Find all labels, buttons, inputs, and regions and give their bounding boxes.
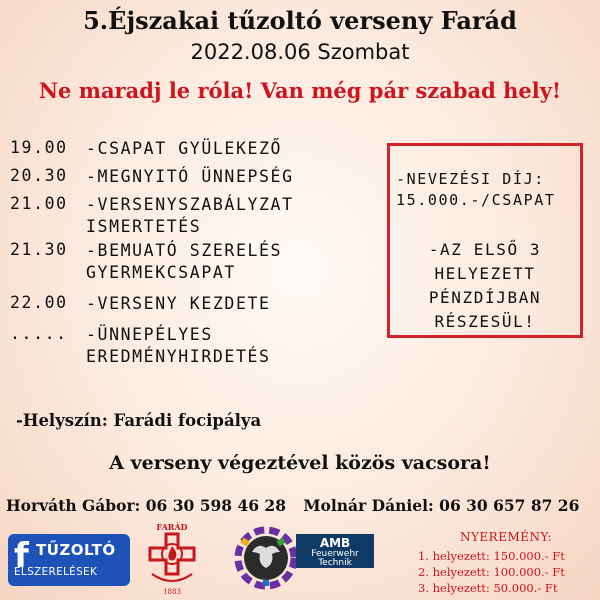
prize-heading: NYEREMÉNY:: [459, 530, 552, 544]
schedule-desc: -CSAPAT GYÜLEKEZŐ: [86, 139, 283, 158]
schedule-desc: -MEGNYITÓ ÜNNEPSÉG: [86, 167, 294, 186]
amb-line2: Technik: [318, 558, 352, 568]
schedule-row: [10, 138, 282, 160]
facebook-icon: f: [14, 536, 29, 576]
crest-year: 1883: [163, 588, 181, 596]
schedule-row: [10, 293, 271, 315]
crest-top-text: FARÁD: [156, 522, 188, 532]
location: -Helyszín: Farádi focipálya: [16, 411, 262, 430]
prize-item: 2. helyezett: 100.000.- Ft: [418, 565, 565, 579]
schedule-desc: -VERSENY KEZDETE: [86, 294, 271, 313]
contact-molnar: Molnár Dániel: 06 30 657 87 26: [303, 496, 580, 515]
contacts: [6, 496, 579, 515]
schedule-time: 21.00: [10, 194, 68, 213]
contact-horvath: Horváth Gábor: 06 30 598 46 28: [6, 496, 286, 515]
schedule-time: 21.30: [10, 240, 68, 259]
schedule-desc: -VERSENYSZABÁLYZAT ISMERTETÉS: [86, 195, 294, 236]
schedule-row: [10, 240, 282, 284]
amb-badge: [296, 534, 374, 568]
prize-item: 3. helyezett: 50.000.- Ft: [418, 581, 558, 595]
schedule-row: [10, 324, 271, 368]
amb-line1: Feuerwehr: [311, 549, 359, 559]
gear-bull-icon: [234, 526, 298, 590]
schedule-desc: -ÜNNEPÉLYES EREDMÉNYHIRDETÉS: [86, 325, 271, 366]
facebook-logo-title: TŰZOLTÓ: [36, 541, 116, 559]
info-box: [387, 143, 583, 338]
fee-label: -NEVEZÉSI DÍJ:: [396, 170, 545, 188]
event-date: 2022.08.06 Szombat: [190, 40, 410, 64]
schedule-time: 20.30: [10, 166, 68, 185]
event-title: 5.Éjszakai tűzoltó verseny Farád: [83, 6, 517, 35]
amb-name: AMB: [319, 536, 351, 550]
prize-note: -AZ ELSŐ 3 HELYEZETT PÉNZDÍJBAN RÉSZESÜL!: [428, 240, 542, 331]
slogan: Ne maradj le róla! Van még pár szabad hely!: [38, 78, 562, 103]
schedule-desc: -BEMUATÓ SZERELÉS GYERMEKCSAPAT: [86, 241, 283, 282]
fire-department-crest-icon: [146, 532, 198, 588]
prize-list: [418, 530, 594, 596]
schedule-time: 19.00: [10, 138, 68, 157]
schedule-time: 22.00: [10, 293, 68, 312]
schedule-time: .....: [10, 324, 68, 343]
schedule-row: [10, 194, 294, 238]
dinner-note: A verseny végeztével közös vacsora!: [109, 452, 491, 474]
facebook-logo: [8, 534, 130, 586]
amb-logo: [232, 522, 378, 592]
schedule-row: [10, 166, 294, 188]
facebook-logo-subtitle: ELSZERELÉSEK: [14, 566, 98, 578]
fee-value: 15.000.-/CSAPAT: [396, 191, 556, 209]
prize-item: 1. helyezett: 150.000.- Ft: [418, 549, 565, 563]
fire-department-crest: [140, 522, 204, 598]
